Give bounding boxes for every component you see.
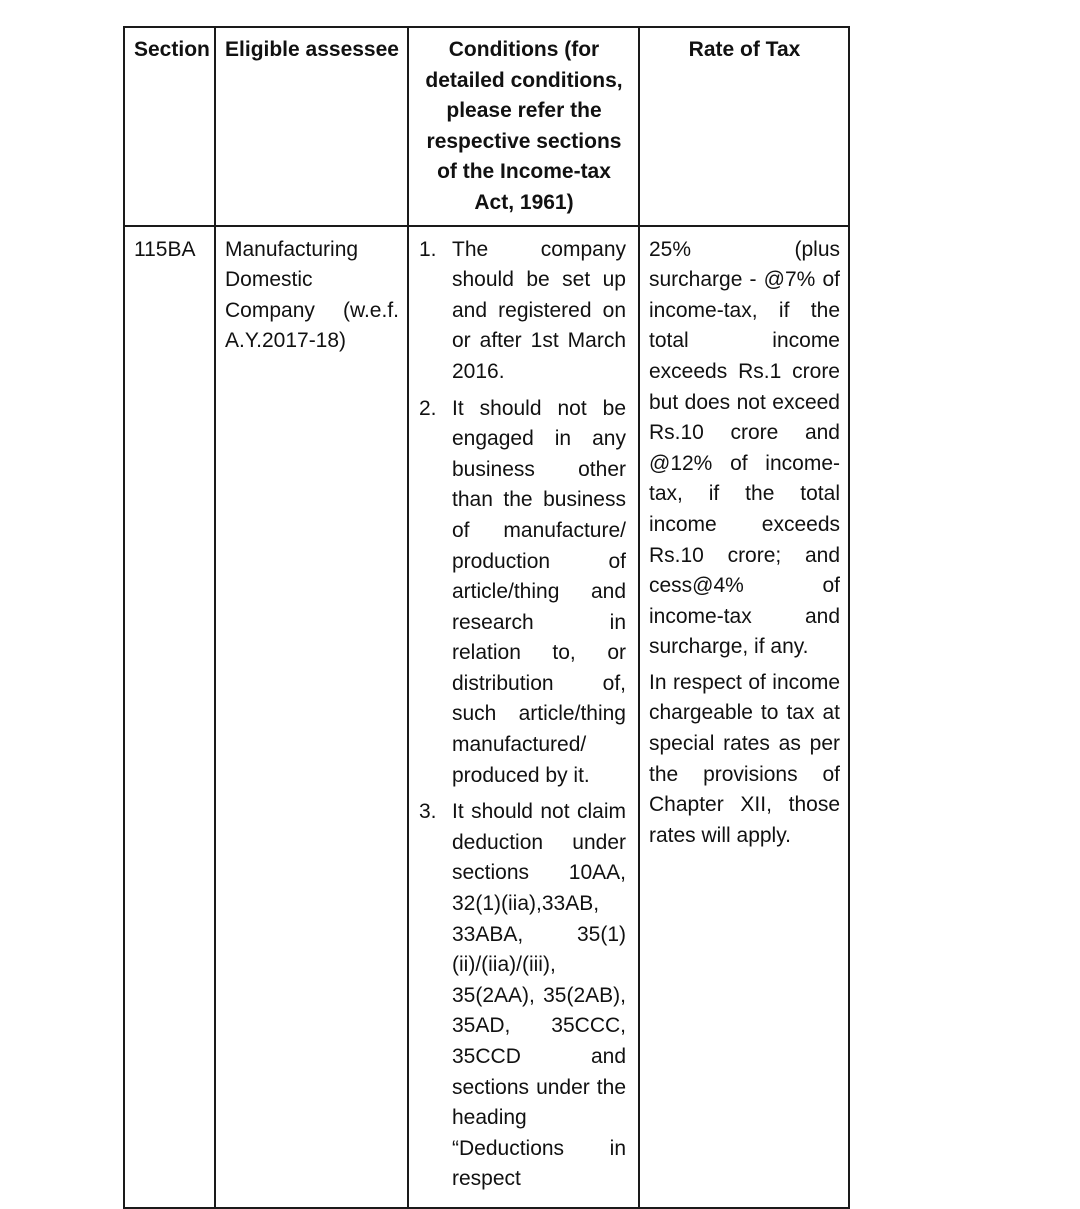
- condition-item: [418, 235, 630, 388]
- condition-item: [418, 797, 630, 1195]
- rate-paragraph: 25% (plus surcharge - @7% of income-tax, if the total income exceeds Rs.1 crore but does not exceed Rs.10 crore and @12% of income-tax, if the total income exceeds Rs.10 crore; and cess@4% of income-tax and surcharge, if any.: [649, 237, 840, 659]
- rate-paragraph-special: In respect of income chargeable to tax at special rates as per the provisions of Chapter XII, those rates will apply.: [649, 670, 840, 847]
- condition-item: [418, 394, 630, 792]
- condition-number: 1.: [419, 237, 437, 261]
- tax-rate-table: [123, 26, 850, 1209]
- table-header-row: [124, 27, 849, 226]
- cell-rate-of-tax: [639, 226, 849, 1208]
- table-row: [124, 226, 849, 1208]
- cell-conditions: [408, 226, 639, 1208]
- conditions-list: [418, 235, 630, 1195]
- condition-text: The company should be set up and registered on or after 1st March 2016.: [452, 237, 626, 383]
- header-conditions: Conditions (for detailed conditions, please refer the respective sections of the Income-tax Act, 1961): [408, 27, 639, 226]
- condition-number: 2.: [419, 396, 437, 420]
- cell-eligible-assessee: Manufacturing Domestic Company (w.e.f. A.Y.2017-18): [215, 226, 408, 1208]
- condition-text: It should not claim deduction under sections 10AA, 32(1)(iia),33AB, 33ABA, 35(1)(ii)/(iia)/(iii), 35(2AA), 35(2AB), 35AD, 35CCC, 35CCD and sections under the heading “Deductions in respect: [452, 800, 626, 1191]
- condition-number: 3.: [419, 800, 437, 824]
- header-rate-of-tax: Rate of Tax: [639, 27, 849, 226]
- condition-text: It should not be engaged in any business other than the business of manufacture/ production of article/thing and research in relation to, or distribution of, such article/thing manufactured/ produced by it.: [452, 396, 626, 787]
- header-section: Section: [124, 27, 215, 226]
- cell-section: 115BA: [124, 226, 215, 1208]
- header-eligible-assessee: Eligible assessee: [215, 27, 408, 226]
